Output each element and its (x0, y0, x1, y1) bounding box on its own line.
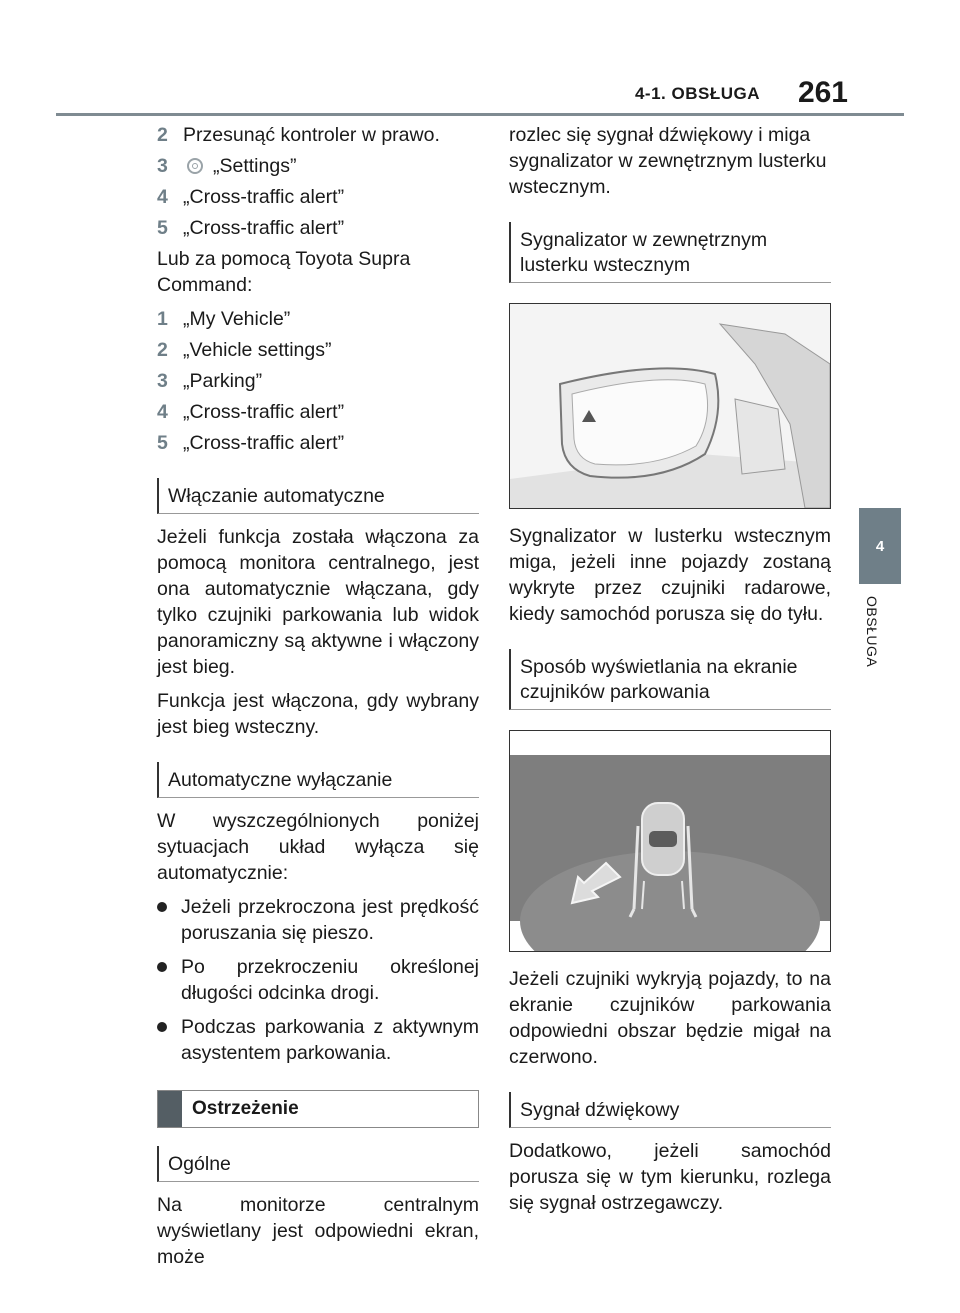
warning-box: Ostrzeżenie (157, 1090, 479, 1128)
auto-off-heading: Automatyczne wyłączanie (157, 762, 479, 798)
page-number: 261 (797, 76, 848, 109)
step-item: 4 „Cross-traffic alert” (157, 186, 345, 208)
mirror-paragraph: Sygnalizator w lusterku wstecznym miga, jeżeli inne pojazdy zostaną wykryte przez czujniki radarowe, kiedy samochód porusza się do tyłu. (509, 525, 831, 625)
left-column (157, 122, 479, 1278)
general-paragraph: Na monitorze centralnym wyświetlany jest odpowiedni ekran, może (157, 1194, 479, 1268)
mirror-heading: Sygnalizator w zewnętrznym lusterku wstecznym (509, 222, 831, 283)
header-divider (56, 113, 904, 116)
chapter-tab: 4 (859, 508, 901, 584)
alternative-method-text: Lub za pomocą Toyota Supra Command: (157, 248, 411, 296)
display-paragraph: Jeżeli czujniki wykryją pojazdy, to na ekranie czujników parkowania odpowiedni obszar będzie migał na czerwono. (509, 968, 831, 1068)
auto-on-paragraph-2: Funkcja jest włączona, gdy wybrany jest bieg wsteczny. (157, 690, 479, 738)
parking-screen-illustration (509, 730, 831, 952)
sound-heading: Sygnał dźwiękowy (509, 1092, 831, 1128)
display-heading: Sposób wyświetlania na ekranie czujników parkowania (509, 649, 831, 710)
step-item: 2 „Vehicle settings” (157, 339, 332, 361)
step-item: 5 „Cross-traffic alert” (157, 432, 345, 454)
step-item: 5 „Cross-traffic alert” (157, 217, 345, 239)
bullet-icon (157, 962, 167, 972)
list-item: Jeżeli przekroczona jest prędkość poruszania się pieszo. (157, 894, 479, 946)
parking-sensor-screen-image (510, 731, 830, 951)
step-item: 2 Przesunąć kontroler w prawo. (157, 124, 440, 146)
list-item: Po przekroczeniu określonej długości odcinka drogi. (157, 954, 479, 1006)
chapter-label: OBSŁUGA (864, 596, 880, 668)
bullet-icon (157, 1022, 167, 1032)
auto-off-paragraph: W wyszczególnionych poniżej sytuacjach układ wyłącza się automatycznie: (157, 810, 479, 884)
warning-bar (158, 1091, 182, 1127)
step-item: 4 „Cross-traffic alert” (157, 401, 345, 423)
gear-icon (187, 158, 203, 174)
continued-paragraph: rozlec się sygnał dźwiękowy i miga sygnalizator w zewnętrznym lusterku wstecznym. (509, 124, 827, 198)
side-mirror-image (510, 304, 830, 508)
step-item: 3 „Parking” (157, 370, 263, 392)
step-item: 3 „Settings” (157, 155, 297, 177)
auto-on-heading: Włączanie automatyczne (157, 478, 479, 514)
right-column (509, 122, 831, 1224)
step-item: 1 „My Vehicle” (157, 308, 291, 330)
sound-paragraph: Dodatkowo, jeżeli samochód porusza się w tym kierunku, rozlega się sygnał ostrzegawczy. (509, 1140, 831, 1214)
general-heading: Ogólne (157, 1146, 479, 1182)
auto-on-paragraph: Jeżeli funkcja została włączona za pomocą monitora centralnego, jest ona automatycznie włączana, gdy tylko czujniki parkowania lub widok panoramiczny są aktywne i włączony jest bieg. (157, 526, 479, 678)
bullet-icon (157, 902, 167, 912)
list-item: Podczas parkowania z aktywnym asystentem parkowania. (157, 1014, 479, 1066)
mirror-illustration (509, 303, 831, 509)
header-section-title: 4-1. OBSŁUGA (634, 84, 760, 103)
